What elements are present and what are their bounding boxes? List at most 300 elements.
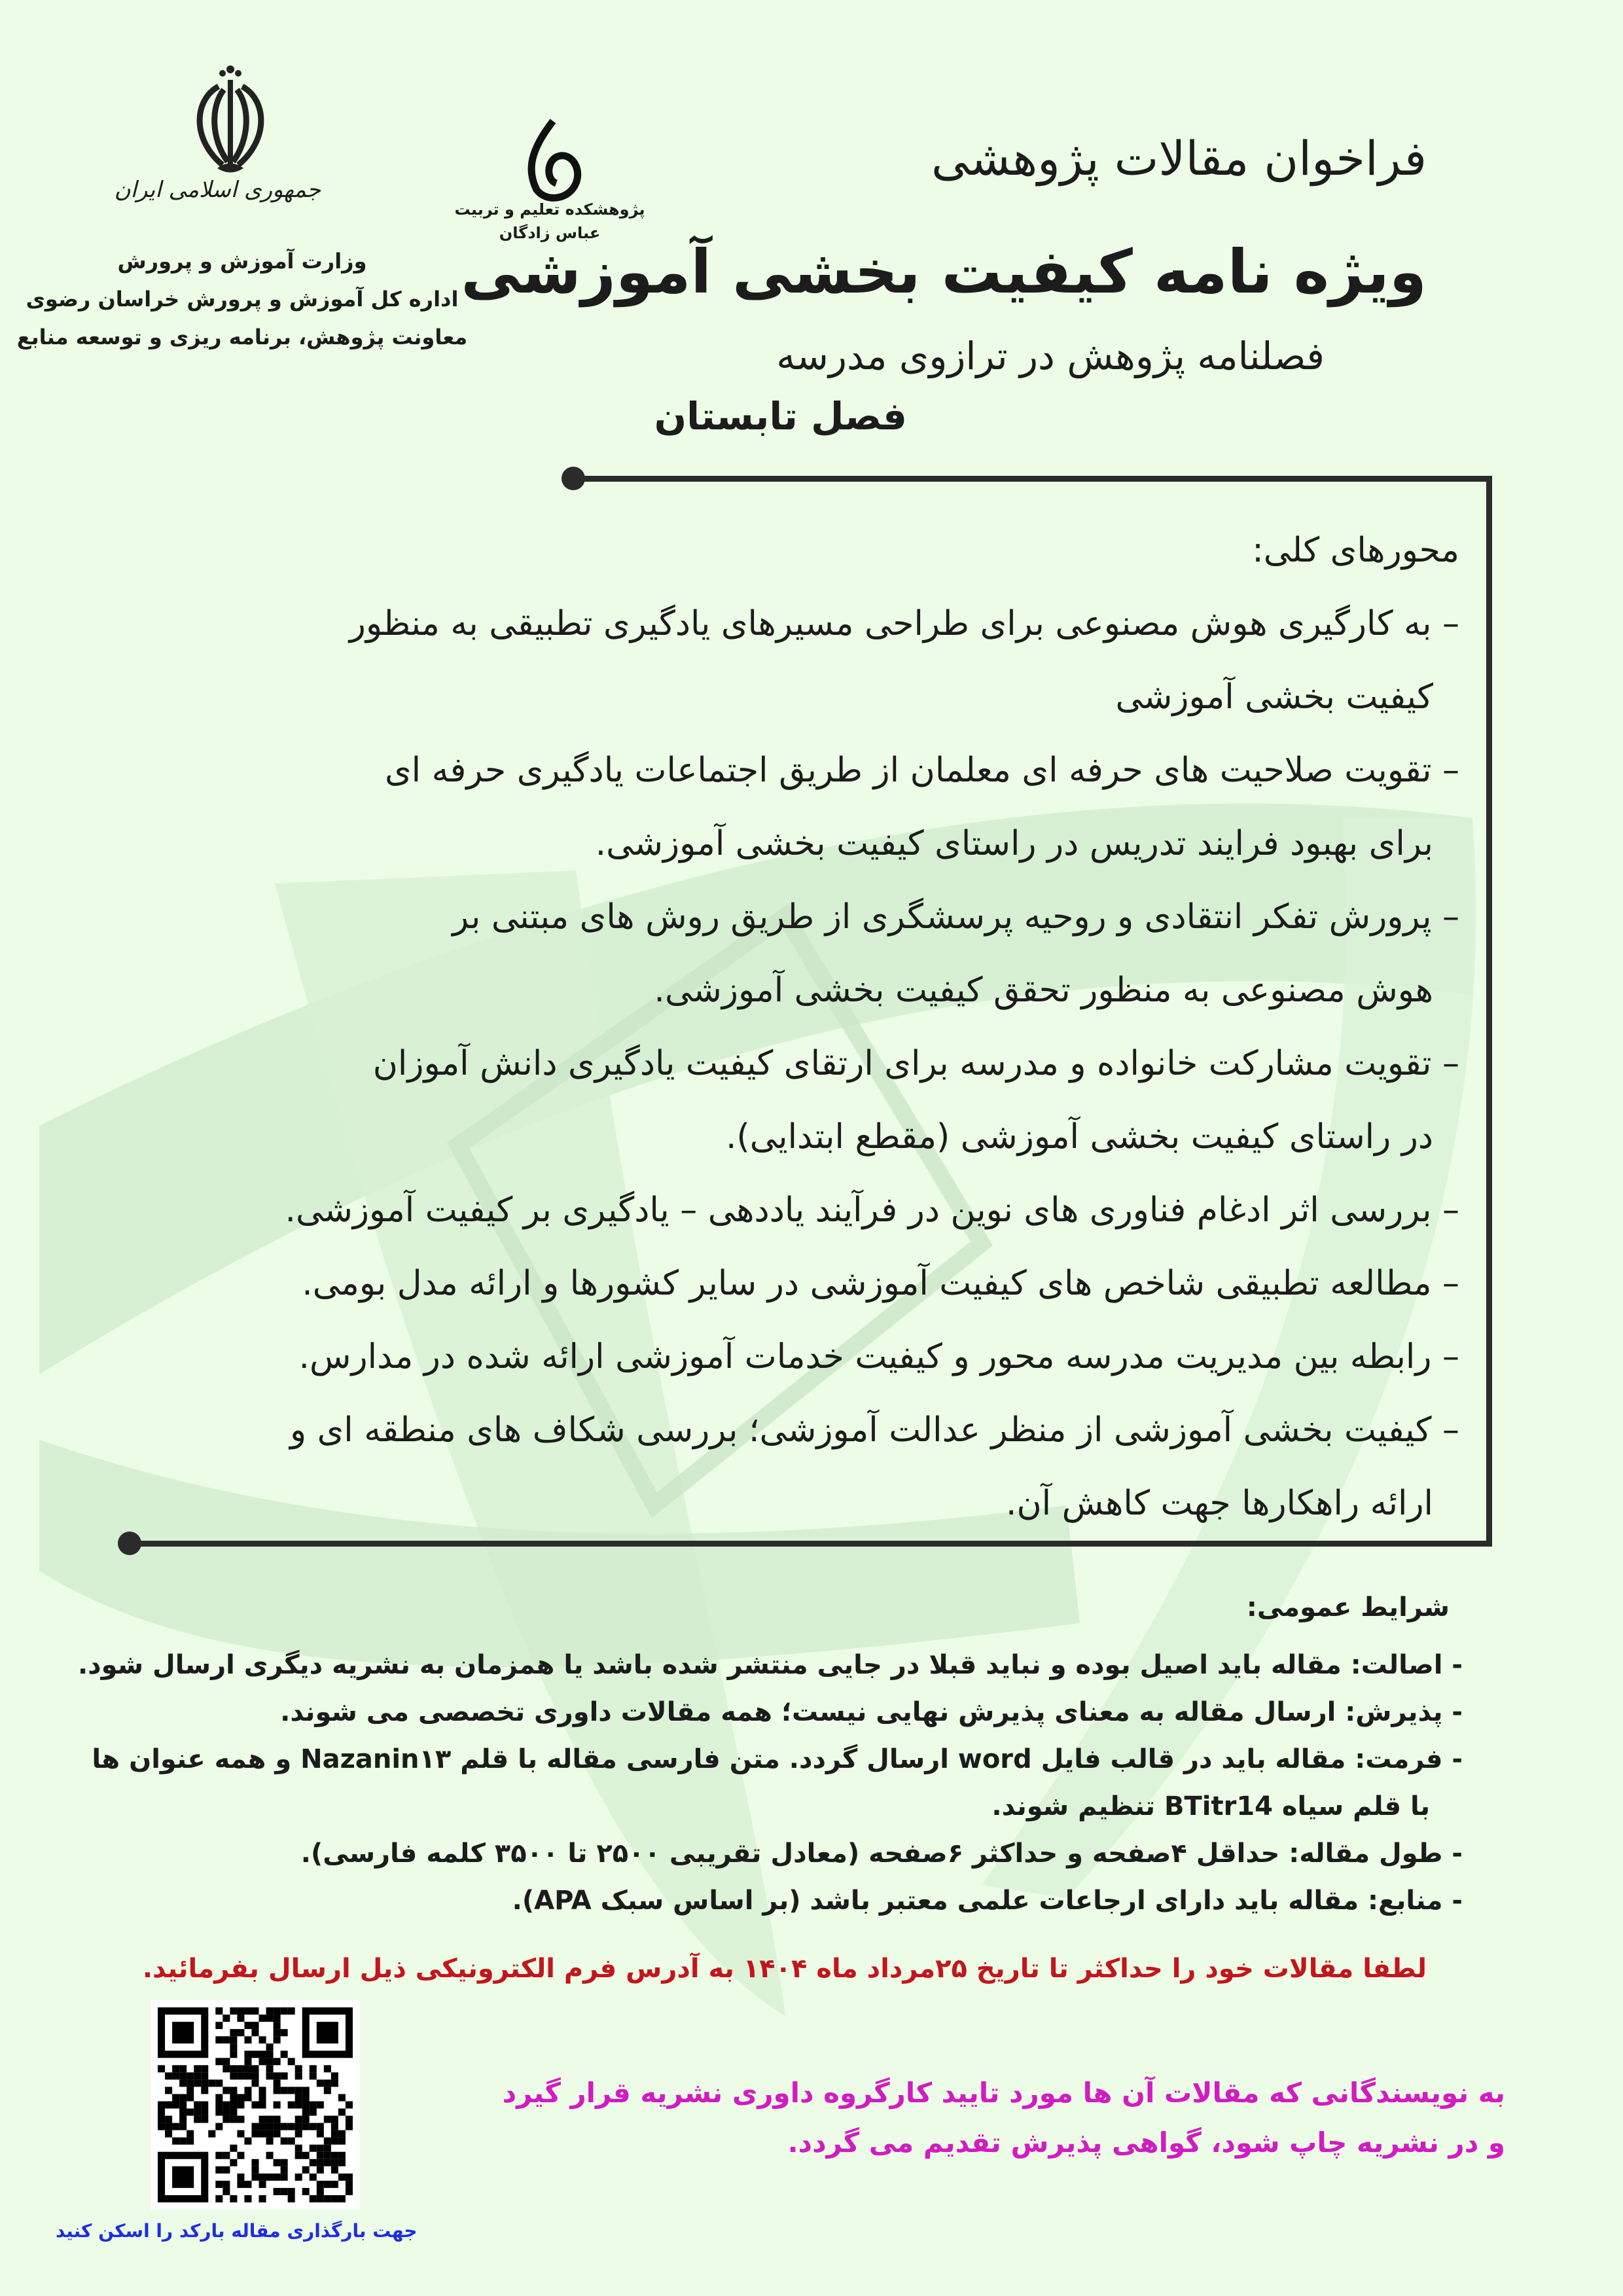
qr-module xyxy=(274,2123,281,2130)
qr-module xyxy=(274,2072,281,2079)
qr-module xyxy=(230,2094,237,2101)
emblem-caption: جمهوری اسلامی ایران xyxy=(114,177,321,203)
topic-item xyxy=(20,734,1459,880)
qr-module xyxy=(317,2079,324,2087)
qr-module xyxy=(281,2072,288,2079)
topic-line: هوش مصنوعی به منظور تحقق کیفیت بخشی آموزشی. xyxy=(654,971,1433,1010)
qr-module xyxy=(302,2152,310,2159)
qr-module xyxy=(230,2101,237,2108)
qr-module xyxy=(310,2101,317,2108)
iran-emblem-icon xyxy=(171,60,289,178)
topic-line: – پرورش تفکر انتقادی و روحیه پرسشگری از طریق روش های مبتنی بر xyxy=(452,897,1459,937)
qr-module xyxy=(179,2116,187,2123)
qr-module xyxy=(215,2007,223,2015)
qr-module xyxy=(302,2094,310,2101)
qr-module xyxy=(281,2029,288,2036)
qr-module xyxy=(179,2123,187,2130)
topic-item xyxy=(20,1320,1459,1393)
ministry-line: وزارت آموزش و پرورش xyxy=(117,249,367,274)
frame-top-line xyxy=(571,476,1492,482)
certificate-line: و در نشریه چاپ شود، گواهی پذیرش تقدیم می گردد. xyxy=(787,2126,1505,2159)
qr-module xyxy=(237,2029,244,2036)
qr-module xyxy=(230,2195,237,2202)
qr-module xyxy=(165,2116,172,2123)
qr-module xyxy=(223,2116,230,2123)
qr-module xyxy=(251,2130,259,2138)
qr-module xyxy=(346,2101,353,2108)
qr-module xyxy=(172,2065,179,2072)
qr-module xyxy=(237,2174,244,2181)
qr-module xyxy=(295,2116,302,2123)
qr-module xyxy=(317,2188,324,2195)
qr-module xyxy=(338,2130,346,2138)
qr-module xyxy=(324,2138,331,2145)
qr-module xyxy=(179,2065,187,2072)
qr-module xyxy=(295,2101,302,2108)
qr-module xyxy=(324,2181,331,2188)
qr-module xyxy=(346,2116,353,2123)
qr-module xyxy=(172,2072,179,2079)
condition-line: با قلم سیاه BTitr14 تنظیم شوند. xyxy=(991,1791,1430,1821)
qr-module xyxy=(266,2174,274,2181)
qr-module xyxy=(179,2138,187,2145)
qr-module xyxy=(165,2072,172,2079)
qr-module xyxy=(215,2152,223,2159)
qr-module xyxy=(274,2101,281,2108)
institute-logo-icon xyxy=(524,118,582,203)
qr-module xyxy=(259,2036,266,2043)
qr-module xyxy=(338,2138,346,2145)
qr-module xyxy=(251,2029,259,2036)
qr-module xyxy=(187,2130,194,2138)
qr-module xyxy=(187,2079,194,2087)
qr-module xyxy=(187,2072,194,2079)
qr-module xyxy=(172,2101,179,2108)
qr-module xyxy=(165,2087,172,2094)
qr-module xyxy=(274,2079,281,2087)
qr-module xyxy=(259,2058,266,2065)
qr-module xyxy=(324,2159,331,2166)
qr-module xyxy=(295,2065,302,2072)
qr-module xyxy=(324,2145,331,2152)
condition-line: - پذیرش: ارسال مقاله به معنای پذیرش نهایی نیست؛ همه مقالات داوری تخصصی می شوند. xyxy=(280,1697,1463,1727)
page-subtitle: ویژه نامه کیفیت بخشی آموزشی xyxy=(461,237,1427,307)
qr-module xyxy=(244,2036,251,2043)
qr-module xyxy=(230,2007,237,2015)
qr-module xyxy=(281,2188,288,2195)
qr-finder xyxy=(172,2166,194,2188)
qr-module xyxy=(237,2015,244,2022)
topic-line: کیفیت بخشی آموزشی xyxy=(1115,677,1433,717)
qr-module xyxy=(324,2087,331,2094)
qr-module xyxy=(281,2166,288,2174)
qr-module xyxy=(281,2007,288,2015)
qr-code[interactable] xyxy=(151,2000,360,2210)
qr-module xyxy=(179,2109,187,2116)
qr-module xyxy=(266,2130,274,2138)
qr-module xyxy=(230,2036,237,2043)
qr-module xyxy=(237,2181,244,2188)
qr-module xyxy=(310,2109,317,2116)
qr-module xyxy=(331,2072,338,2079)
qr-module xyxy=(346,2174,353,2181)
qr-module xyxy=(165,2130,172,2138)
qr-module xyxy=(251,2079,259,2087)
qr-module xyxy=(274,2029,281,2036)
qr-module xyxy=(274,2116,281,2123)
qr-module xyxy=(331,2181,338,2188)
qr-module xyxy=(317,2152,324,2159)
qr-module xyxy=(295,2130,302,2138)
qr-module xyxy=(179,2094,187,2101)
qr-module xyxy=(201,2065,208,2072)
topic-item xyxy=(20,587,1459,734)
qr-module xyxy=(223,2152,230,2159)
qr-module xyxy=(194,2101,201,2108)
qr-module xyxy=(201,2087,208,2094)
qr-module xyxy=(244,2181,251,2188)
qr-module xyxy=(331,2166,338,2174)
qr-module xyxy=(215,2181,223,2188)
qr-module xyxy=(244,2094,251,2101)
qr-module xyxy=(172,2123,179,2130)
qr-module xyxy=(317,2130,324,2138)
qr-module xyxy=(295,2152,302,2159)
qr-module xyxy=(346,2181,353,2188)
qr-module xyxy=(274,2087,281,2094)
qr-module xyxy=(274,2058,281,2065)
qr-module xyxy=(302,2166,310,2174)
season-label: فصل تابستان xyxy=(654,394,907,439)
qr-module xyxy=(244,2087,251,2094)
qr-module xyxy=(230,2109,237,2116)
qr-module xyxy=(179,2101,187,2108)
qr-module xyxy=(302,2123,310,2130)
qr-module xyxy=(331,2152,338,2159)
topic-item xyxy=(20,1174,1459,1247)
qr-module xyxy=(331,2123,338,2130)
qr-module xyxy=(346,2123,353,2130)
qr-module xyxy=(331,2159,338,2166)
qr-module xyxy=(237,2007,244,2015)
qr-module xyxy=(317,2101,324,2108)
deadline-notice: لطفا مقالات خود را حداکثر تا تاریخ ۲۵مرداد ماه ۱۴۰۴ به آدرس فرم الکترونیکی ذیل ارسال بفرمائید. xyxy=(142,1954,1427,1984)
qr-module xyxy=(244,2058,251,2065)
qr-module xyxy=(324,2116,331,2123)
qr-module xyxy=(187,2109,194,2116)
ministry-line: معاونت پژوهش، برنامه ریزی و توسعه منابع xyxy=(16,325,468,350)
qr-module xyxy=(266,2072,274,2079)
qr-module xyxy=(187,2094,194,2101)
qr-module xyxy=(310,2072,317,2079)
topic-line: – بررسی اثر ادغام فناوری های نوین در فرآیند یاددهی – یادگیری بر کیفیت آموزشی. xyxy=(285,1191,1459,1230)
qr-module xyxy=(158,2065,165,2072)
qr-module xyxy=(237,2094,244,2101)
topic-line: در راستای کیفیت بخشی آموزشی (مقطع ابتدایی). xyxy=(725,1117,1433,1157)
qr-module xyxy=(324,2065,331,2072)
qr-module xyxy=(338,2094,346,2101)
qr-module xyxy=(230,2043,237,2051)
topics-section xyxy=(20,514,1459,1540)
qr-module xyxy=(259,2174,266,2181)
qr-module xyxy=(223,2058,230,2065)
qr-module xyxy=(223,2036,230,2043)
qr-module xyxy=(281,2123,288,2130)
qr-module xyxy=(266,2015,274,2022)
qr-module xyxy=(237,2065,244,2072)
qr-module xyxy=(251,2159,259,2166)
qr-module xyxy=(302,2087,310,2094)
institute-line: عباس زادگان xyxy=(499,224,601,242)
qr-module xyxy=(215,2195,223,2202)
certificate-notice xyxy=(503,2068,1505,2168)
qr-module xyxy=(223,2101,230,2108)
qr-caption: جهت بارگذاری مقاله بارکد را اسکن کنید xyxy=(56,2220,418,2242)
qr-module xyxy=(288,2195,295,2202)
qr-module xyxy=(223,2109,230,2116)
qr-module xyxy=(251,2174,259,2181)
qr-module xyxy=(230,2087,237,2094)
qr-module xyxy=(288,2007,295,2015)
qr-module xyxy=(266,2123,274,2130)
qr-module xyxy=(317,2145,324,2152)
conditions-heading: شرایط عمومی: xyxy=(1246,1592,1450,1623)
qr-module xyxy=(288,2123,295,2130)
qr-module xyxy=(310,2145,317,2152)
institute-line: پژوهشکده تعلیم و تربیت xyxy=(454,200,645,219)
qr-module xyxy=(215,2036,223,2043)
qr-module xyxy=(230,2051,237,2058)
qr-module xyxy=(158,2116,165,2123)
qr-finder xyxy=(172,2022,194,2043)
topics-heading: محورهای کلی: xyxy=(1252,531,1459,570)
qr-module xyxy=(259,2195,266,2202)
qr-module xyxy=(274,2159,281,2166)
qr-module xyxy=(215,2094,223,2101)
qr-module xyxy=(274,2015,281,2022)
qr-module xyxy=(230,2029,237,2036)
qr-module xyxy=(215,2166,223,2174)
qr-module xyxy=(288,2138,295,2145)
topic-item xyxy=(20,1027,1459,1174)
qr-module xyxy=(172,2138,179,2145)
qr-module xyxy=(223,2015,230,2022)
qr-module xyxy=(295,2123,302,2130)
qr-module xyxy=(208,2130,215,2138)
qr-module xyxy=(215,2123,223,2130)
qr-module xyxy=(215,2058,223,2065)
qr-module xyxy=(187,2138,194,2145)
qr-module xyxy=(331,2130,338,2138)
certificate-line: به نویسندگانی که مقالات آن ها مورد تایید کارگروه داوری نشریه قرار گیرد xyxy=(502,2077,1505,2109)
qr-module xyxy=(237,2130,244,2138)
ministry-block xyxy=(13,242,471,356)
qr-module xyxy=(281,2138,288,2145)
qr-module xyxy=(194,2109,201,2116)
qr-module xyxy=(230,2145,237,2152)
qr-module xyxy=(295,2072,302,2079)
qr-module xyxy=(223,2188,230,2195)
qr-module xyxy=(172,2094,179,2101)
qr-module xyxy=(288,2188,295,2195)
qr-module xyxy=(317,2166,324,2174)
qr-module xyxy=(266,2058,274,2065)
qr-module xyxy=(179,2072,187,2079)
qr-module xyxy=(215,2079,223,2087)
qr-module xyxy=(251,2022,259,2029)
qr-module xyxy=(230,2159,237,2166)
qr-module xyxy=(237,2072,244,2079)
qr-module xyxy=(251,2007,259,2015)
qr-module xyxy=(230,2065,237,2072)
qr-code-image xyxy=(151,2000,360,2210)
qr-module xyxy=(237,2116,244,2123)
qr-module xyxy=(331,2116,338,2123)
qr-module xyxy=(302,2188,310,2195)
qr-module xyxy=(237,2101,244,2108)
topic-line: – کیفیت بخشی آموزشی از منظر عدالت آموزشی؛ بررسی شکاف های منطقه ای و xyxy=(289,1410,1459,1450)
topics-list xyxy=(20,587,1459,1540)
qr-module xyxy=(158,2101,165,2108)
qr-module xyxy=(338,2159,346,2166)
qr-module xyxy=(259,2123,266,2130)
qr-module xyxy=(331,2079,338,2087)
conditions-list xyxy=(23,1641,1463,1924)
qr-module xyxy=(194,2079,201,2087)
qr-module xyxy=(158,2109,165,2116)
qr-module xyxy=(338,2195,346,2202)
qr-module xyxy=(295,2145,302,2152)
qr-module xyxy=(194,2072,201,2079)
qr-module xyxy=(317,2159,324,2166)
qr-module xyxy=(215,2022,223,2029)
qr-module xyxy=(251,2166,259,2174)
qr-module xyxy=(259,2087,266,2094)
qr-module xyxy=(194,2065,201,2072)
qr-module xyxy=(295,2174,302,2181)
qr-module xyxy=(317,2181,324,2188)
qr-module xyxy=(266,2043,274,2051)
qr-module xyxy=(237,2152,244,2159)
qr-module xyxy=(266,2051,274,2058)
qr-module xyxy=(281,2159,288,2166)
qr-module xyxy=(194,2116,201,2123)
qr-module xyxy=(266,2065,274,2072)
qr-module xyxy=(251,2065,259,2072)
qr-module xyxy=(288,2058,295,2065)
topic-line: – تقویت صلاحیت های حرفه ای معلمان از طریق اجتماعات یادگیری حرفه ای xyxy=(384,751,1459,790)
qr-module xyxy=(244,2065,251,2072)
qr-module xyxy=(302,2109,310,2116)
condition-line: - فرمت: مقاله باید در قالب فایل word ارسال گردد. متن فارسی مقاله با قلم Nazanin۱۳ و همه عنوان ها xyxy=(92,1744,1463,1774)
qr-module xyxy=(259,2015,266,2022)
qr-module xyxy=(266,2138,274,2145)
qr-module xyxy=(266,2116,274,2123)
qr-module xyxy=(274,2188,281,2195)
qr-module xyxy=(259,2130,266,2138)
qr-module xyxy=(251,2123,259,2130)
qr-module xyxy=(223,2065,230,2072)
qr-module xyxy=(179,2079,187,2087)
qr-module xyxy=(281,2051,288,2058)
condition-line: - اصالت: مقاله باید اصیل بوده و نباید قبلا در جایی منتشر شده باشد یا همزمان به نشریه دیگری ارسال شود. xyxy=(77,1650,1463,1680)
qr-module xyxy=(187,2087,194,2094)
qr-module xyxy=(259,2094,266,2101)
qr-module xyxy=(208,2079,215,2087)
qr-module xyxy=(288,2101,295,2108)
qr-module xyxy=(281,2087,288,2094)
qr-module xyxy=(338,2174,346,2181)
qr-module xyxy=(266,2007,274,2015)
qr-module xyxy=(230,2116,237,2123)
qr-module xyxy=(274,2130,281,2138)
qr-module xyxy=(244,2138,251,2145)
qr-module xyxy=(244,2051,251,2058)
qr-module xyxy=(201,2109,208,2116)
qr-module xyxy=(201,2072,208,2079)
qr-module xyxy=(310,2159,317,2166)
qr-module xyxy=(215,2101,223,2108)
qr-module xyxy=(338,2109,346,2116)
qr-module xyxy=(274,2174,281,2181)
topic-line: – به کارگیری هوش مصنوعی برای طراحی مسیرهای یادگیری تطبیقی به منظور xyxy=(349,604,1459,643)
qr-module xyxy=(215,2109,223,2116)
journal-name: فصلنامه پژوهش در ترازوی مدرسه xyxy=(776,334,1325,378)
qr-module xyxy=(259,2101,266,2108)
ministry-line: اداره کل آموزش و پرورش خراسان رضوی xyxy=(26,287,459,312)
qr-module xyxy=(324,2152,331,2159)
qr-module xyxy=(266,2152,274,2159)
qr-module xyxy=(251,2051,259,2058)
qr-module xyxy=(230,2072,237,2079)
topic-item xyxy=(20,1247,1459,1320)
qr-module xyxy=(251,2072,259,2079)
frame-bottom-line xyxy=(129,1541,1492,1547)
topic-item xyxy=(20,1393,1459,1540)
frame-right-line xyxy=(1486,476,1492,1547)
qr-module xyxy=(288,2087,295,2094)
qr-module xyxy=(310,2195,317,2202)
qr-module xyxy=(274,2007,281,2015)
topic-line: – رابطه بین مدیریت مدرسه محور و کیفیت خدمات آموزشی ارائه شده در مدارس. xyxy=(298,1337,1459,1376)
qr-module xyxy=(310,2065,317,2072)
qr-finder xyxy=(317,2022,338,2043)
qr-module xyxy=(295,2094,302,2101)
qr-module xyxy=(331,2138,338,2145)
qr-module xyxy=(201,2101,208,2108)
qr-module xyxy=(338,2152,346,2159)
qr-module xyxy=(302,2101,310,2108)
qr-module xyxy=(331,2195,338,2202)
qr-module xyxy=(259,2116,266,2123)
topic-line: برای بهبود فرایند تدریس در راستای کیفیت بخشی آموزشی. xyxy=(595,824,1433,863)
qr-module xyxy=(223,2087,230,2094)
conditions-section xyxy=(23,1584,1463,1924)
condition-line: - طول مقاله: حداقل ۴صفحه و حداکثر ۶صفحه (معادل تقریبی ۲۵۰۰ تا ۳۵۰۰ کلمه فارسی). xyxy=(300,1839,1463,1869)
qr-module xyxy=(223,2166,230,2174)
topic-item xyxy=(20,880,1459,1027)
topic-line: – مطالعه تطبیقی شاخص های کیفیت آموزشی در سایر کشورها و ارائه مدل بومی. xyxy=(302,1264,1459,1303)
qr-module xyxy=(310,2174,317,2181)
qr-module xyxy=(346,2188,353,2195)
qr-module xyxy=(223,2181,230,2188)
qr-module xyxy=(310,2123,317,2130)
qr-module xyxy=(302,2116,310,2123)
qr-module xyxy=(244,2022,251,2029)
qr-module xyxy=(165,2101,172,2108)
qr-module xyxy=(317,2195,324,2202)
qr-module xyxy=(244,2072,251,2079)
